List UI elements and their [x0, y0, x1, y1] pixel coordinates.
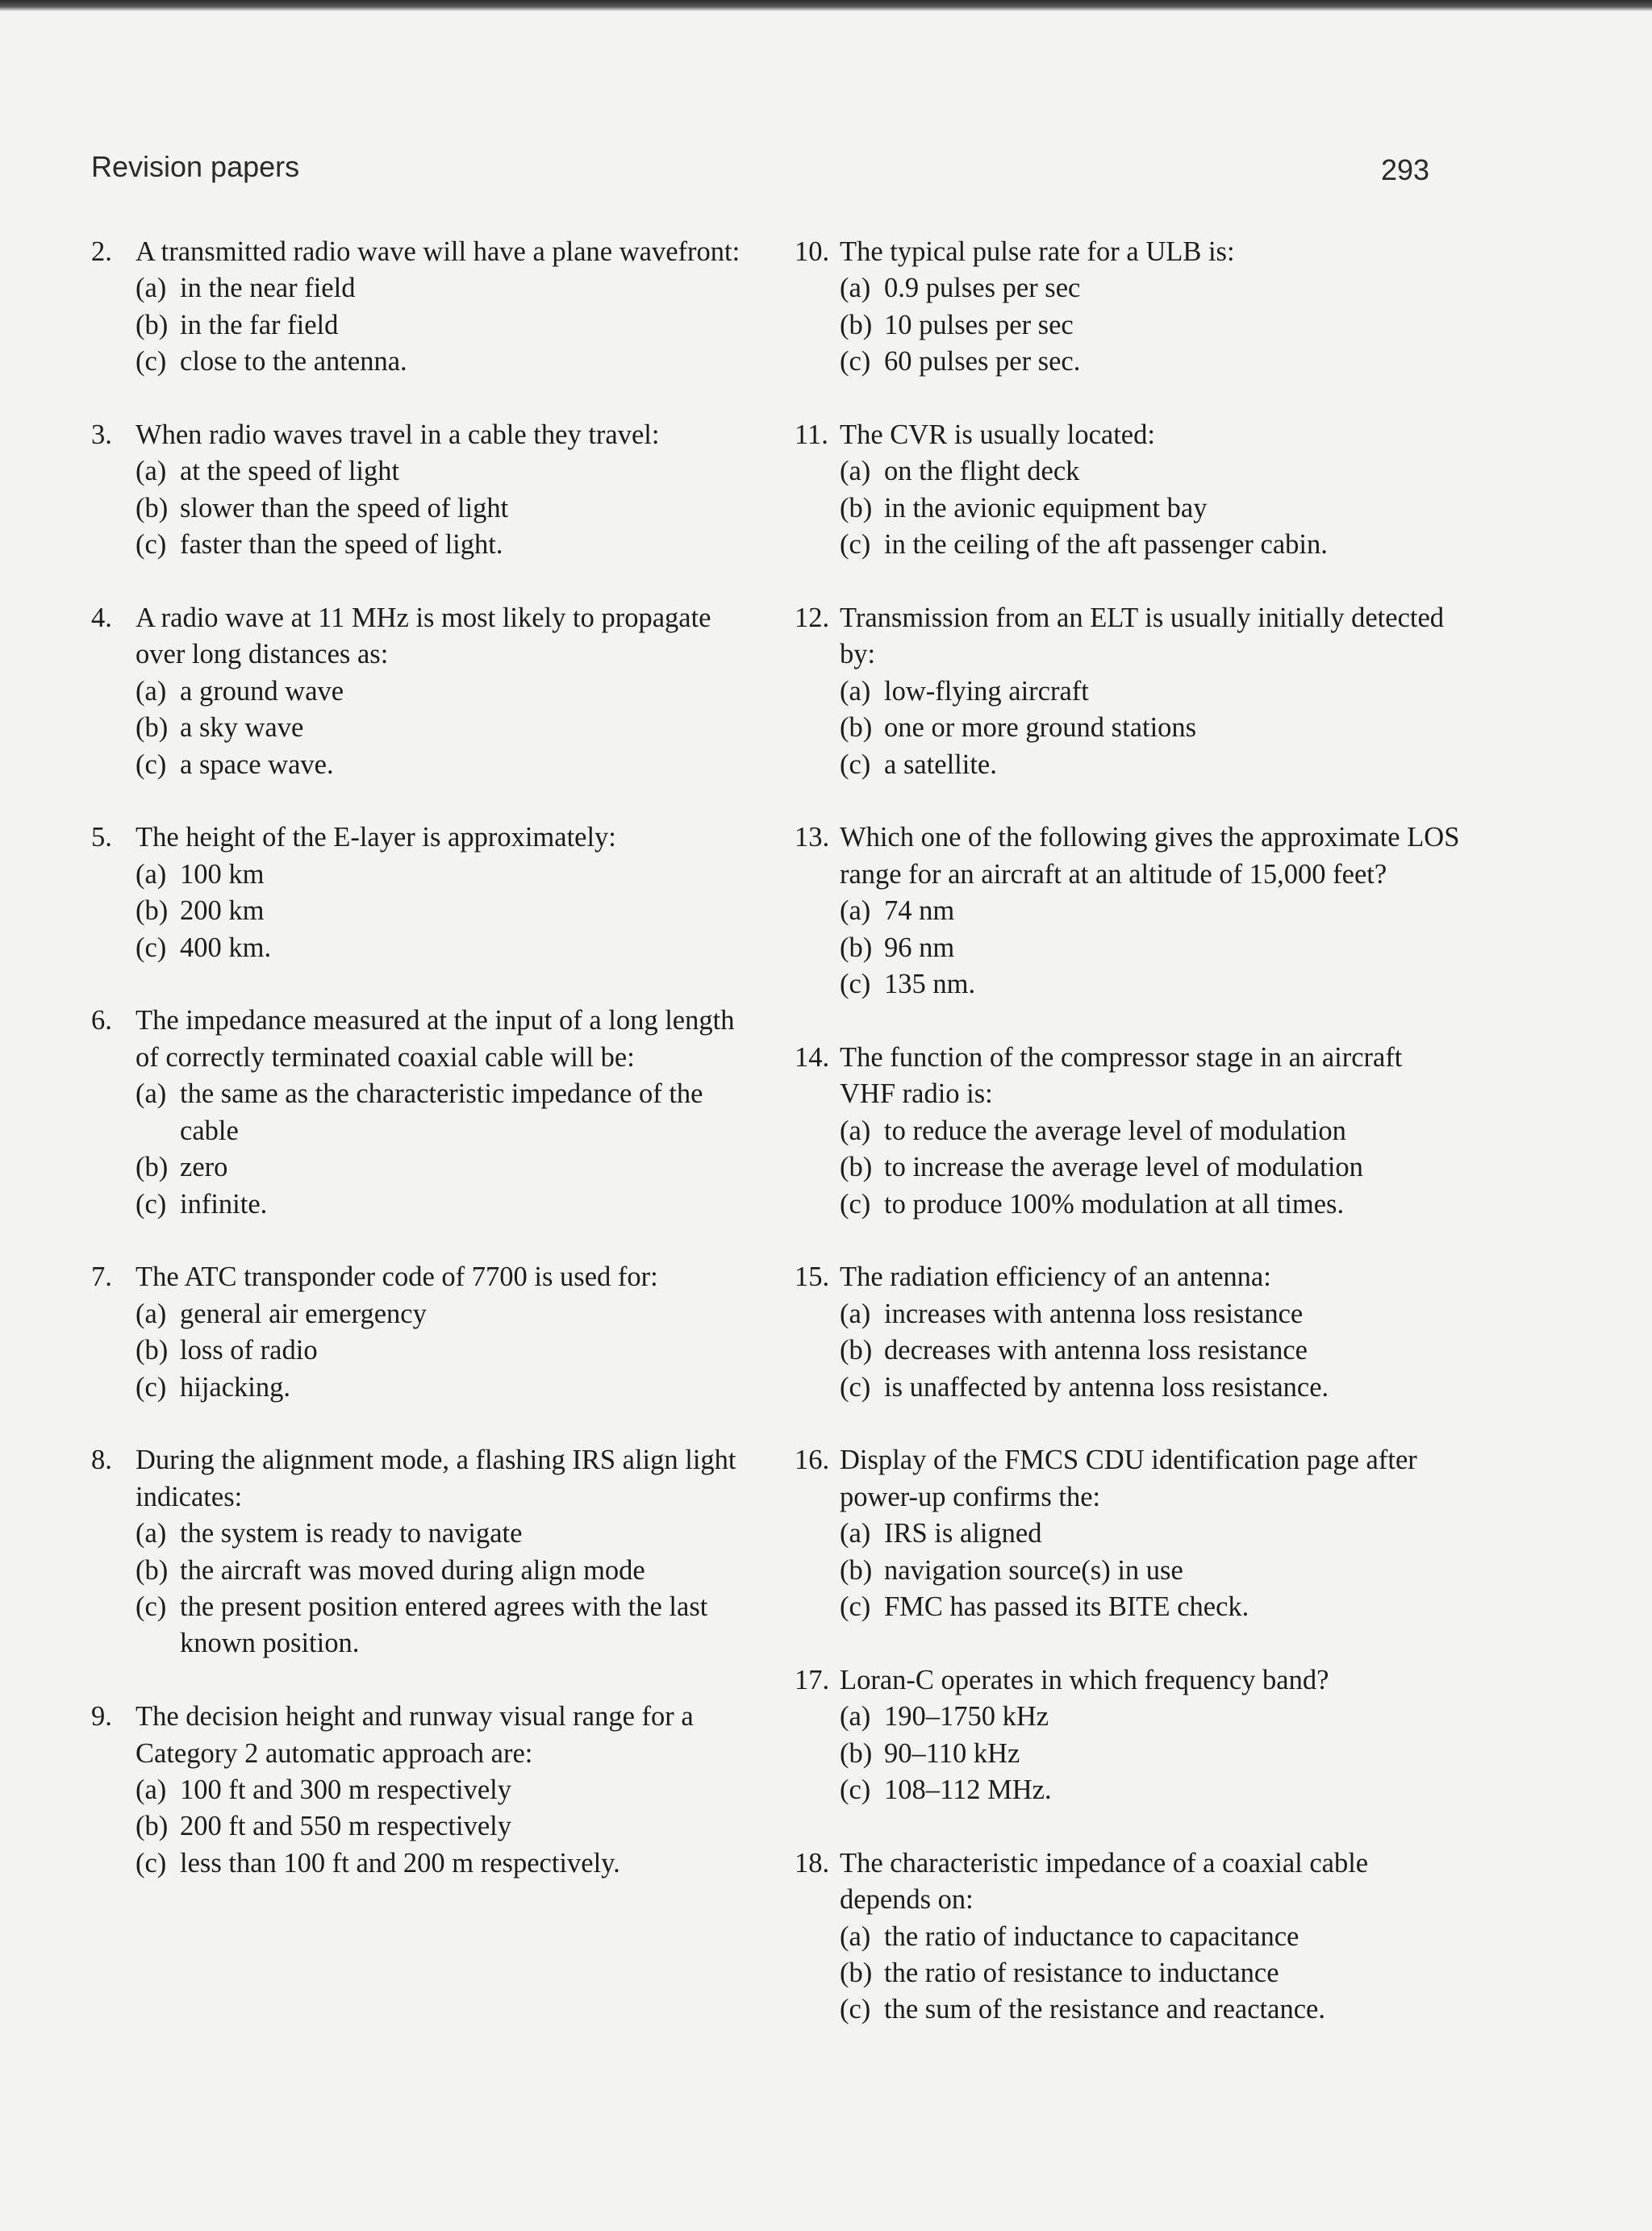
- question-text: The function of the compressor stage in an aircraft VHF radio is:: [840, 1041, 1403, 1110]
- option-text: one or more ground stations: [884, 712, 1197, 744]
- answer-option: [136, 490, 761, 527]
- option-text: the ratio of inductance to capacitance: [884, 1920, 1299, 1952]
- option-text: a satellite.: [884, 749, 997, 780]
- question-text: The characteristic impedance of a coaxial cable depends on:: [840, 1847, 1369, 1916]
- option-letter: (c): [136, 1591, 167, 1622]
- question-number: 18.: [795, 1847, 830, 1879]
- answer-option: [840, 1955, 1464, 1991]
- answer-option: [840, 307, 1464, 344]
- answer-option: [840, 490, 1464, 527]
- question-stem: [795, 1845, 1464, 1919]
- question-stem: [91, 1003, 761, 1076]
- option-letter: (a): [136, 858, 167, 890]
- answer-options: [840, 673, 1464, 783]
- question-text: When radio waves travel in a cable they travel:: [136, 419, 660, 451]
- answer-option: [136, 1845, 761, 1882]
- answer-option: [840, 1919, 1464, 1955]
- answer-option: [136, 453, 761, 490]
- option-text: slower than the speed of light: [180, 492, 509, 523]
- answer-option: [136, 1516, 761, 1552]
- option-text: to reduce the average level of modulation: [884, 1115, 1346, 1146]
- question-item: [795, 234, 1464, 381]
- question-number: 4.: [91, 603, 112, 634]
- question-item: [91, 819, 761, 966]
- answer-option: [840, 1772, 1464, 1808]
- question-item: [91, 1003, 761, 1222]
- option-letter: (c): [840, 529, 871, 561]
- answer-option: [840, 966, 1464, 1003]
- question-text: The CVR is usually located:: [840, 419, 1155, 451]
- option-text: infinite.: [180, 1188, 268, 1220]
- option-letter: (c): [840, 1371, 871, 1403]
- option-letter: (a): [840, 1298, 871, 1329]
- question-text: Display of the FMCS CDU identification page after power-up confirms the:: [840, 1445, 1417, 1512]
- option-text: a sky wave: [180, 712, 304, 744]
- option-text: the present position entered agrees with the last known position.: [180, 1591, 708, 1659]
- option-text: 100 ft and 300 m respectively: [180, 1774, 512, 1805]
- option-letter: (a): [840, 1920, 871, 1952]
- question-number: 14.: [795, 1041, 830, 1073]
- question-number: 2.: [91, 236, 112, 267]
- answer-option: [840, 1699, 1464, 1735]
- option-text: in the near field: [180, 273, 356, 304]
- option-letter: (b): [840, 932, 873, 963]
- answer-option: [840, 1991, 1464, 2028]
- option-text: at the speed of light: [180, 456, 400, 487]
- answer-options: [136, 1296, 761, 1406]
- question-number: 9.: [91, 1701, 112, 1733]
- question-text: The radiation efficiency of an antenna:: [840, 1261, 1271, 1293]
- question-number: 11.: [795, 419, 828, 451]
- option-text: low-flying aircraft: [884, 675, 1089, 707]
- option-letter: (c): [136, 346, 167, 377]
- option-letter: (a): [136, 456, 167, 487]
- answer-option: [136, 1589, 761, 1662]
- option-text: less than 100 ft and 200 m respectively.: [180, 1847, 620, 1879]
- option-letter: (b): [136, 895, 169, 927]
- answer-option: [840, 270, 1464, 307]
- option-letter: (b): [136, 492, 169, 523]
- question-item: [91, 234, 761, 381]
- answer-option: [840, 1113, 1464, 1149]
- option-letter: (c): [840, 1994, 871, 2025]
- option-letter: (b): [840, 1554, 873, 1586]
- option-text: a ground wave: [180, 675, 344, 707]
- answer-options: [840, 1699, 1464, 1808]
- option-text: decreases with antenna loss resistance: [884, 1335, 1308, 1366]
- answer-option: [840, 673, 1464, 710]
- option-letter: (a): [840, 675, 871, 707]
- question-number: 12.: [795, 603, 830, 634]
- question-item: [795, 1259, 1464, 1406]
- answer-option: [840, 1370, 1464, 1406]
- question-item: [795, 819, 1464, 1003]
- option-text: a space wave.: [180, 749, 334, 780]
- option-text: hijacking.: [180, 1371, 291, 1403]
- page-number: 293: [1381, 153, 1430, 186]
- question-number: 6.: [91, 1005, 112, 1036]
- answer-options: [840, 1516, 1464, 1625]
- answer-options: [840, 1919, 1464, 2029]
- question-stem: [91, 417, 761, 453]
- question-item: [795, 1845, 1464, 2029]
- option-letter: (a): [840, 456, 871, 487]
- answer-options: [136, 453, 761, 563]
- answer-option: [136, 673, 761, 710]
- option-text: to produce 100% modulation at all times.: [884, 1188, 1345, 1220]
- question-text: During the alignment mode, a flashing IRS align light indicates:: [136, 1445, 736, 1512]
- answer-option: [136, 527, 761, 563]
- question-stem: [795, 819, 1464, 893]
- option-text: in the avionic equipment bay: [884, 492, 1208, 523]
- answer-option: [840, 1736, 1464, 1772]
- option-text: 135 nm.: [884, 969, 976, 1000]
- option-text: 60 pulses per sec.: [884, 346, 1081, 377]
- answer-option: [136, 1808, 761, 1845]
- question-item: [795, 1442, 1464, 1625]
- question-item: [91, 1442, 761, 1662]
- option-letter: (c): [840, 969, 871, 1000]
- answer-option: [840, 930, 1464, 966]
- option-letter: (a): [136, 1774, 167, 1805]
- option-text: 96 nm: [884, 932, 955, 963]
- question-stem: [795, 1040, 1464, 1113]
- question-text: Loran-C operates in which frequency band?: [840, 1664, 1329, 1695]
- right-column: [795, 234, 1464, 2065]
- option-text: in the far field: [180, 309, 339, 340]
- answer-options: [840, 893, 1464, 1003]
- option-letter: (a): [840, 273, 871, 304]
- option-letter: (b): [136, 309, 169, 340]
- question-stem: [795, 417, 1464, 453]
- answer-option: [840, 893, 1464, 929]
- option-letter: (c): [136, 1371, 167, 1403]
- option-text: FMC has passed its BITE check.: [884, 1591, 1249, 1622]
- option-text: 400 km.: [180, 932, 272, 963]
- option-letter: (a): [840, 1518, 871, 1549]
- option-text: 10 pulses per sec: [884, 309, 1074, 340]
- question-number: 7.: [91, 1261, 112, 1293]
- question-text: A transmitted radio wave will have a plane wavefront:: [136, 236, 740, 267]
- option-text: 200 ft and 550 m respectively: [180, 1811, 512, 1842]
- option-letter: (b): [840, 1335, 873, 1366]
- question-item: [91, 1259, 761, 1406]
- question-number: 16.: [795, 1445, 830, 1476]
- answer-option: [840, 1149, 1464, 1186]
- option-letter: (c): [136, 1847, 167, 1879]
- option-letter: (a): [840, 1701, 871, 1733]
- question-text: Which one of the following gives the approximate LOS range for an aircraft at an altitude of 15,000 feet?: [840, 822, 1460, 890]
- question-item: [91, 417, 761, 564]
- answer-options: [136, 673, 761, 783]
- option-letter: (c): [840, 1774, 871, 1805]
- option-letter: (a): [136, 273, 167, 304]
- answer-option: [136, 710, 761, 746]
- question-text: Transmission from an ELT is usually initially detected by:: [840, 603, 1445, 670]
- option-text: 190–1750 kHz: [884, 1701, 1049, 1733]
- option-letter: (a): [136, 1298, 167, 1329]
- option-letter: (b): [840, 712, 873, 744]
- option-text: faster than the speed of light.: [180, 529, 503, 561]
- option-letter: (b): [136, 712, 169, 744]
- question-text: The height of the E-layer is approximately:: [136, 822, 616, 853]
- option-letter: (c): [840, 1591, 871, 1622]
- question-number: 10.: [795, 236, 830, 267]
- option-text: loss of radio: [180, 1335, 318, 1366]
- answer-option: [136, 1186, 761, 1223]
- answer-options: [136, 270, 761, 380]
- option-text: increases with antenna loss resistance: [884, 1298, 1304, 1329]
- question-text: A radio wave at 11 MHz is most likely to propagate over long distances as:: [136, 603, 711, 670]
- option-text: IRS is aligned: [884, 1518, 1042, 1549]
- answer-options: [840, 270, 1464, 380]
- option-text: on the flight deck: [884, 456, 1080, 487]
- question-stem: [795, 1442, 1464, 1516]
- option-letter: (b): [840, 1957, 873, 1988]
- option-letter: (c): [136, 1188, 167, 1220]
- question-number: 13.: [795, 822, 830, 853]
- question-item: [91, 1699, 761, 1882]
- question-stem: [91, 1442, 761, 1516]
- question-stem: [795, 234, 1464, 270]
- question-number: 17.: [795, 1664, 830, 1695]
- option-letter: (c): [840, 749, 871, 780]
- answer-option: [136, 1076, 761, 1149]
- option-letter: (a): [136, 1518, 167, 1549]
- option-text: zero: [180, 1152, 228, 1183]
- question-text: The impedance measured at the input of a long length of correctly terminated coaxial cable will be:: [136, 1005, 735, 1073]
- question-stem: [91, 600, 761, 673]
- answer-option: [136, 1553, 761, 1589]
- answer-option: [840, 527, 1464, 563]
- answer-option: [840, 710, 1464, 746]
- option-text: the same as the characteristic impedance of the cable: [180, 1078, 703, 1146]
- answer-options: [136, 1516, 761, 1662]
- option-text: 100 km: [180, 858, 265, 890]
- question-item: [91, 600, 761, 783]
- option-letter: (a): [840, 1115, 871, 1146]
- option-letter: (b): [136, 1152, 169, 1183]
- option-letter: (b): [840, 1737, 873, 1769]
- option-letter: (b): [136, 1554, 169, 1586]
- option-letter: (b): [840, 1152, 873, 1183]
- answer-option: [840, 1332, 1464, 1369]
- answer-options: [136, 857, 761, 966]
- question-item: [795, 417, 1464, 564]
- answer-option: [840, 1589, 1464, 1625]
- question-stem: [795, 1662, 1464, 1699]
- running-head-title: Revision papers: [91, 150, 300, 183]
- option-text: close to the antenna.: [180, 346, 407, 377]
- option-text: the sum of the resistance and reactance.: [884, 1994, 1325, 2025]
- question-stem: [91, 1259, 761, 1295]
- option-letter: (c): [136, 932, 167, 963]
- option-letter: (c): [840, 1188, 871, 1220]
- left-column: [91, 234, 761, 1919]
- option-letter: (c): [136, 749, 167, 780]
- answer-option: [136, 344, 761, 380]
- option-text: 90–110 kHz: [884, 1737, 1020, 1769]
- question-stem: [795, 600, 1464, 673]
- answer-option: [136, 857, 761, 893]
- answer-option: [840, 344, 1464, 380]
- question-item: [795, 1040, 1464, 1223]
- option-letter: (c): [840, 346, 871, 377]
- option-text: 74 nm: [884, 895, 955, 927]
- option-text: the aircraft was moved during align mode: [180, 1554, 645, 1586]
- option-letter: (b): [840, 492, 873, 523]
- option-letter: (a): [136, 1078, 167, 1110]
- answer-option: [136, 1370, 761, 1406]
- option-text: the ratio of resistance to inductance: [884, 1957, 1279, 1988]
- answer-option: [840, 1516, 1464, 1552]
- question-text: The decision height and runway visual range for a Category 2 automatic approach are:: [136, 1701, 694, 1769]
- answer-options: [840, 1296, 1464, 1406]
- question-number: 5.: [91, 822, 112, 853]
- option-text: is unaffected by antenna loss resistance.: [884, 1371, 1329, 1403]
- option-letter: (c): [136, 529, 167, 561]
- question-number: 15.: [795, 1261, 830, 1293]
- answer-option: [136, 1149, 761, 1186]
- answer-option: [840, 1553, 1464, 1589]
- answer-option: [136, 307, 761, 344]
- answer-options: [136, 1076, 761, 1223]
- option-text: 0.9 pulses per sec: [884, 273, 1081, 304]
- answer-option: [136, 1296, 761, 1332]
- question-stem: [91, 819, 761, 856]
- answer-options: [840, 1113, 1464, 1223]
- option-text: 200 km: [180, 895, 265, 927]
- answer-option: [136, 893, 761, 929]
- question-item: [795, 600, 1464, 783]
- page-top-edge: [0, 0, 1652, 11]
- answer-option: [840, 1186, 1464, 1223]
- option-text: to increase the average level of modulation: [884, 1152, 1363, 1183]
- answer-option: [136, 747, 761, 783]
- answer-options: [840, 453, 1464, 563]
- question-text: The ATC transponder code of 7700 is used for:: [136, 1261, 658, 1293]
- option-text: general air emergency: [180, 1298, 427, 1329]
- answer-option: [840, 747, 1464, 783]
- answer-option: [136, 270, 761, 307]
- question-number: 3.: [91, 419, 112, 451]
- option-letter: (a): [136, 675, 167, 707]
- question-stem: [795, 1259, 1464, 1295]
- option-text: the system is ready to navigate: [180, 1518, 523, 1549]
- option-letter: (a): [840, 895, 871, 927]
- question-stem: [91, 234, 761, 270]
- question-number: 8.: [91, 1445, 112, 1476]
- option-letter: (b): [136, 1335, 169, 1366]
- question-item: [795, 1662, 1464, 1809]
- option-text: 108–112 MHz.: [884, 1774, 1052, 1805]
- answer-option: [136, 1332, 761, 1369]
- option-letter: (b): [136, 1811, 169, 1842]
- answer-options: [136, 1772, 761, 1882]
- answer-option: [840, 1296, 1464, 1332]
- option-text: navigation source(s) in use: [884, 1554, 1183, 1586]
- question-text: The typical pulse rate for a ULB is:: [840, 236, 1235, 267]
- answer-option: [136, 930, 761, 966]
- option-text: in the ceiling of the aft passenger cabin.: [884, 529, 1328, 561]
- answer-option: [136, 1772, 761, 1808]
- question-stem: [91, 1699, 761, 1772]
- answer-option: [840, 453, 1464, 490]
- option-letter: (b): [840, 309, 873, 340]
